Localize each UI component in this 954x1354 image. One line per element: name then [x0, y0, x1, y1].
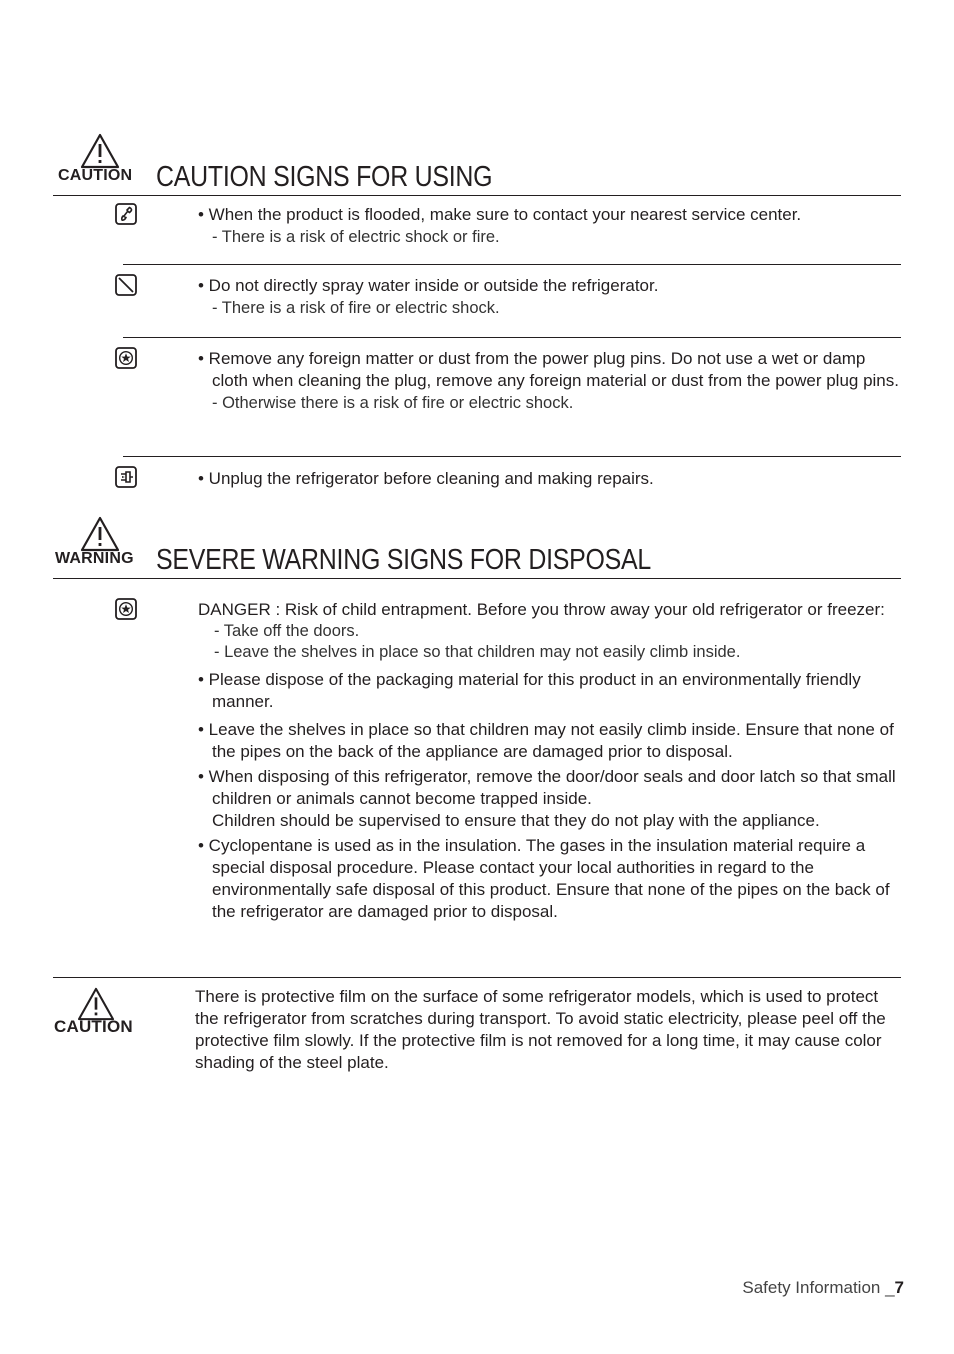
item-divider [123, 264, 901, 265]
important-star-icon [115, 598, 137, 620]
page-footer [742, 1278, 904, 1298]
caution-item-3 [198, 348, 903, 414]
warning-content [198, 599, 903, 923]
item-divider [123, 456, 901, 457]
footer-section-label: Safety Information _ [742, 1278, 895, 1297]
caution-triangle-icon [80, 133, 120, 169]
phone-icon [115, 203, 137, 225]
important-star-icon [115, 347, 137, 369]
page-number: 7 [894, 1278, 904, 1297]
warning-bullet: • Cyclopentane is used as in the insulation. The gases in the insulation material require a special disposal procedure. Please contact your local authorities in regard to the environmentally safe disposal of this product. Ensure that none of the pipes on the back of the refrigerator are damaged prior to disposal. [198, 836, 890, 921]
section-divider [53, 578, 901, 579]
warning-triangle-icon [80, 516, 120, 552]
caution-item-text: • When the product is flooded, make sure to contact your nearest service center. [198, 205, 802, 224]
section-title-caution: CAUTION SIGNS FOR USING [156, 161, 493, 193]
caution-badge-label: CAUTION [58, 167, 133, 184]
caution-item-subtext: - There is a risk of electric shock or fire. [212, 228, 500, 246]
danger-subitem: - Take off the doors. [214, 622, 360, 640]
section-divider [53, 977, 901, 978]
section-title-warning: SEVERE WARNING SIGNS FOR DISPOSAL [156, 544, 652, 576]
caution-item-1 [198, 204, 903, 248]
caution-note-text: There is protective film on the surface of some refrigerator models, which is used to protect the refrigerator from scratches during transport. To avoid static electricity, please peel off the protective film slowly. If the protective film is not removed for a long time, it may cause color shading of the steel plate. [195, 987, 886, 1072]
caution-item-text: • Do not directly spray water inside or outside the refrigerator. [198, 276, 659, 295]
unplug-icon [115, 466, 137, 488]
caution-item-text: • Remove any foreign matter or dust from the power plug pins. Do not use a wet or damp cloth when cleaning the plug, remove any foreign material or dust from the power plug pins. [198, 349, 899, 390]
caution-item-subtext: - Otherwise there is a risk of fire or electric shock. [212, 394, 574, 412]
caution-item-subtext: - There is a risk of fire or electric shock. [212, 299, 500, 317]
caution-item-text: • Unplug the refrigerator before cleaning and making repairs. [198, 469, 654, 488]
caution-note-badge: CAUTION [54, 1017, 133, 1036]
warning-bullet [198, 766, 903, 832]
caution-triangle-icon [77, 987, 115, 1021]
item-divider [123, 337, 901, 338]
warning-bullet: • Leave the shelves in place so that children may not easily climb inside. Ensure that none of the pipes on the back of the appliance are damaged prior to disposal. [198, 720, 894, 761]
warning-bullet-text: • When disposing of this refrigerator, remove the door/door seals and door latch so that small children or animals cannot become trapped inside. [198, 767, 896, 808]
supervision-note: Children should be supervised to ensure that they do not play with the appliance. [212, 811, 820, 830]
warning-bullet: • Please dispose of the packaging material for this product in an environmentally friendly manner. [198, 670, 861, 711]
prohibited-icon [115, 274, 137, 296]
danger-statement: DANGER : Risk of child entrapment. Before you throw away your old refrigerator or freezer: [198, 600, 885, 619]
caution-item-2 [198, 275, 903, 319]
caution-item-4 [198, 468, 903, 490]
section-divider [53, 195, 901, 196]
warning-badge-label: WARNING [55, 550, 134, 567]
danger-subitem: - Leave the shelves in place so that children may not easily climb inside. [214, 643, 741, 661]
